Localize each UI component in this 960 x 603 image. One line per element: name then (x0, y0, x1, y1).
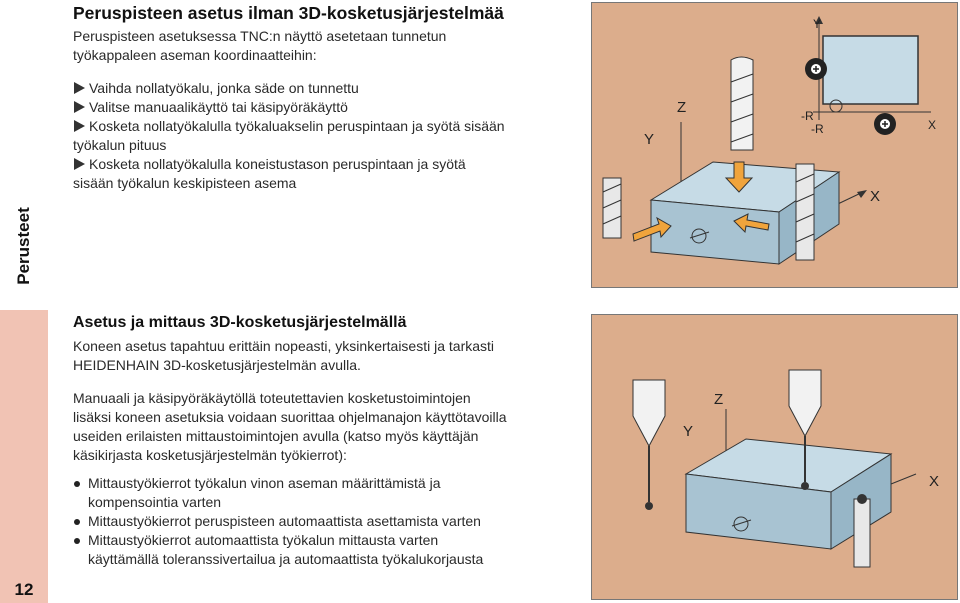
step-line: sisään työkalun keskipisteen asema (73, 175, 297, 191)
step-item (73, 79, 573, 98)
y-axis-label: Y (644, 131, 655, 148)
figure-zero-tool-svg (591, 2, 958, 288)
figure-touch-probe-svg (591, 314, 958, 600)
y-axis-label: Y (683, 423, 694, 440)
bullet-line: Mittaustyökierrot automaattista työkalun mittausta varten (88, 532, 439, 548)
tool-center (731, 57, 753, 150)
intro-line: Peruspisteen asetuksessa TNC:n näyttö asetetaan tunnetun (73, 28, 447, 44)
step-line: työkalun pituus (73, 137, 167, 153)
probe-bottom (854, 494, 870, 567)
step-line: Valitse manuaalikäyttö tai käsipyöräkäyttö (89, 99, 348, 115)
section-title: Asetus ja mittaus 3D-kosketusjärjestelmällä (73, 314, 407, 331)
section-probe-setup (73, 313, 573, 569)
page-number: 12 (14, 580, 34, 599)
section-datum-without-probe (73, 2, 573, 193)
paragraph-line: HEIDENHAIN 3D-kosketusjärjestelmän avulla. (73, 357, 361, 373)
inset-x-label: X (928, 118, 937, 132)
step-list (73, 79, 573, 193)
inset-y-label: Y (813, 17, 822, 31)
step-line: Kosketa nollatyökalulla työkaluakselin peruspintaan ja syötä sisään (89, 118, 505, 134)
bullet-line: Mittaustyökierrot työkalun vinon aseman määrittämistä ja (88, 475, 441, 491)
x-axis-label: X (870, 188, 881, 205)
bullet-line: kompensointia varten (88, 494, 222, 510)
paragraph-line: lisäksi koneen asetuksia voidaan suorittaa ohjelmanajon käyttötavoilla (73, 409, 507, 425)
side-tab-lower (0, 310, 48, 603)
bullet-item (73, 474, 573, 512)
step-item (73, 98, 573, 117)
z-axis-label: Z (714, 391, 724, 408)
paragraph-line: useiden erilaisten mittaustoimintojen avulla (katso myös käyttäjän (73, 428, 479, 444)
step-line: Kosketa nollatyökalulla koneistustason peruspintaan ja syötä (89, 156, 466, 172)
inset-cutter-top (805, 58, 827, 80)
inset-cutter-right (874, 113, 896, 135)
figure-zero-tool (591, 2, 958, 288)
paragraph (73, 389, 573, 465)
intro-paragraph (73, 27, 573, 65)
intro-line: työkappaleen aseman koordinaatteihin: (73, 47, 317, 63)
section-title: Peruspisteen asetus ilman 3D-kosketusjärjestelmää (73, 3, 504, 23)
paragraph-line: Koneen asetus tapahtuu erittäin nopeasti, yksinkertaisesti ja tarkasti (73, 338, 495, 354)
step-item (73, 155, 573, 193)
x-axis-label: X (929, 473, 940, 490)
paragraph-line: Manuaali ja käsipyöräkäytöllä toteutettavien kosketustoimintojen (73, 390, 471, 406)
paragraph (73, 337, 573, 375)
bullet-line: käyttämällä toleranssivertailua ja automaattista työkalukorjausta (88, 551, 484, 567)
inset-workpiece (823, 36, 918, 104)
bullet-item (73, 531, 573, 569)
bullet-item (73, 512, 573, 531)
inset-minus-r-2: -R (811, 122, 824, 136)
inset-minus-r-1: -R (801, 109, 814, 123)
side-tab (0, 0, 48, 603)
tool-left (603, 178, 621, 238)
bullet-list (73, 474, 573, 569)
paragraph-line: käsikirjasta kosketusjärjestelmän työkierrot): (73, 447, 347, 463)
step-item (73, 117, 573, 155)
figure-touch-probe (591, 314, 958, 600)
tool-right (796, 164, 814, 260)
chapter-label: Perusteet (14, 207, 33, 285)
z-axis-label: Z (677, 99, 687, 116)
bullet-line: Mittaustyökierrot peruspisteen automaattista asettamista varten (88, 513, 481, 529)
step-line: Vaihda nollatyökalu, jonka säde on tunnettu (89, 80, 359, 96)
